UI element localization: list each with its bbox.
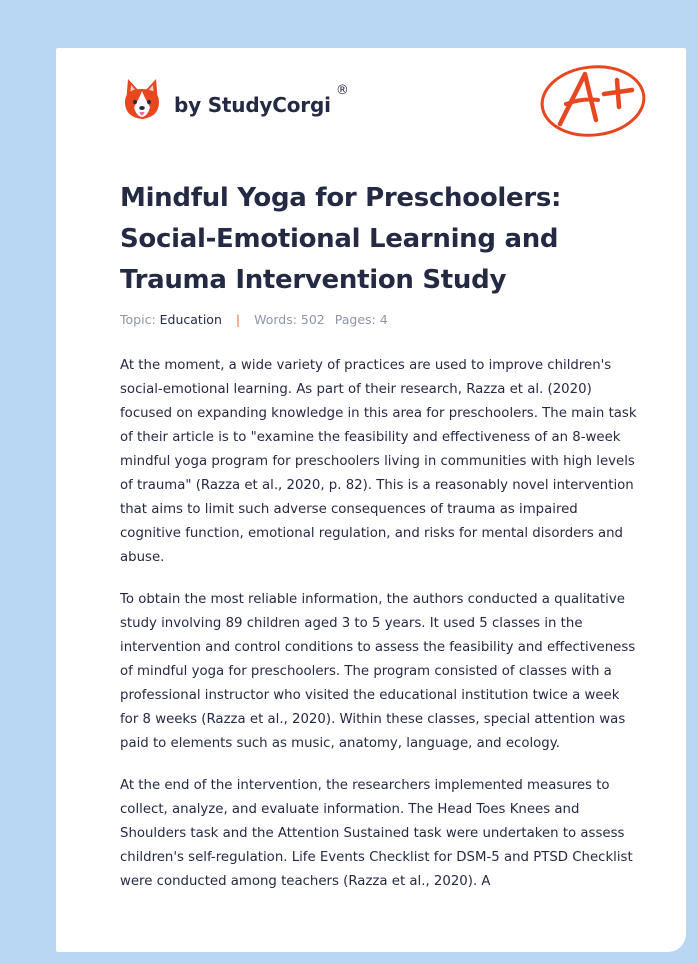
essay-meta xyxy=(120,312,388,327)
essay-body xyxy=(120,354,640,912)
meta-separator: | xyxy=(235,312,241,327)
words-label: Words: xyxy=(254,312,297,327)
brand-name xyxy=(174,83,349,117)
pages-count: 4 xyxy=(379,312,388,327)
studycorgi-logo[interactable] xyxy=(122,76,349,124)
paragraph: To obtain the most reliable information, the authors conducted a qualitative study involving 89 children aged 3 to 5 years. It used 5 classes in the intervention and control conditions to assess the feasibility and effectiveness of mindful yoga for preschoolers. The program consisted of classes with a professional instructor who visited the educational institution twice a week for 8 weeks (Razza et al., 2020). Within these classes, special attention was paid to elements such as music, anatomy, language, and ecology. xyxy=(120,592,636,751)
pages-label: Pages: xyxy=(334,312,376,327)
topic-link[interactable]: Education xyxy=(159,312,222,327)
brand-text: by StudyCorgi xyxy=(174,93,331,117)
registered-mark: ® xyxy=(335,83,349,98)
essay-title: Mindful Yoga for Preschoolers: Social-Emotional Learning and Trauma Intervention Study xyxy=(120,183,562,295)
words-count: 502 xyxy=(300,312,325,327)
paragraph: At the moment, a wide variety of practices are used to improve children's social-emotional learning. As part of their research, Razza et al. (2020) focused on expanding knowledge in this area for preschoolers. The main task of their article is to "examine the feasibility and effectiveness of an 8-week mindful yoga program for preschoolers living in communities with high levels of trauma" (Razza et al., 2020, p. 82). This is a reasonably novel intervention that aims to limit such adverse consequences of trauma as impaired cognitive function, emotional regulation, and risks for mental disorders and abuse. xyxy=(120,358,637,565)
document-page xyxy=(56,48,686,952)
corgi-icon xyxy=(122,77,162,123)
a-plus-grade-icon xyxy=(538,60,648,140)
topic-label: Topic: xyxy=(120,312,156,327)
paragraph: At the end of the intervention, the researchers implemented measures to collect, analyze, and evaluate information. The Head Toes Knees and Shoulders task and the Attention Sustained task were undertaken to assess children's self-regulation. Life Events Checklist for DSM-5 and PTSD Checklist were conducted among teachers (Razza et al., 2020). A xyxy=(120,778,633,889)
